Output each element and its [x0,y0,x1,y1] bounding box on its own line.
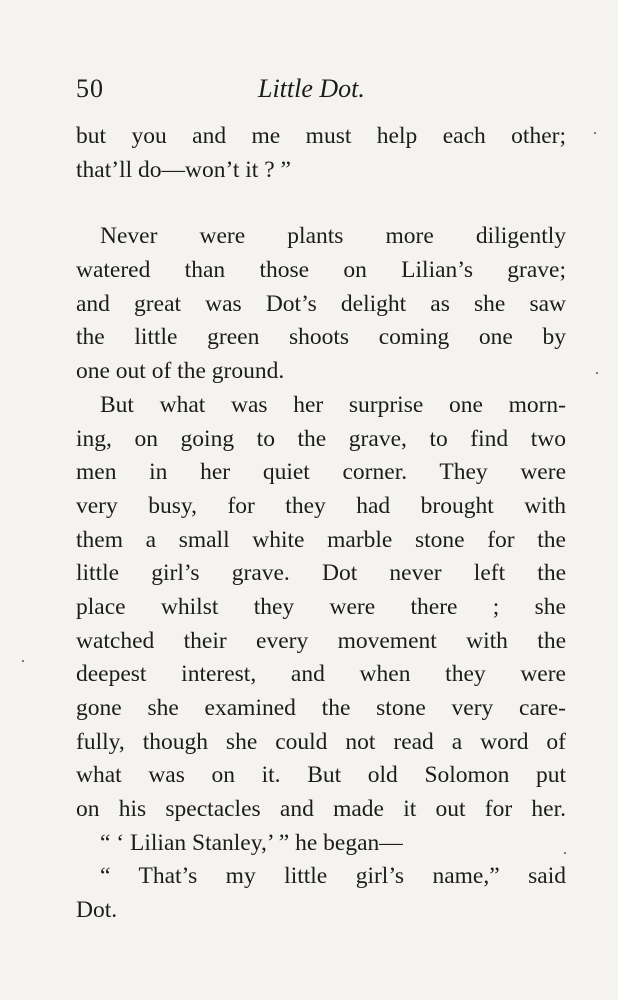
text-line: men in her quiet corner. They were [76,459,566,486]
text-line: deepest interest, and when they were [76,661,566,688]
body-text [76,120,566,928]
text-line: one out of the ground. [76,358,285,385]
paper-speck [22,660,24,662]
text-line: Dot. [76,897,118,924]
text-line: But what was her surprise one morn- [100,391,566,418]
paragraph [76,220,566,388]
text-line: “ That’s my little girl’s name,” said [100,863,566,890]
text-line: gone she examined the stone very care- [76,695,566,721]
paper-speck [564,852,566,854]
text-line: “ ‘ Lilian Stanley,’ ” he began— [100,829,403,856]
text-line: that’ll do—won’t it ? ” [76,156,291,183]
paragraph [76,120,566,187]
page-number: 50 [76,74,104,103]
page-header [76,74,566,110]
text-line: but you and me must help each other; [76,123,566,149]
text-line: watched their every movement with the [76,627,566,654]
paragraph [76,389,566,827]
text-line: them a small white marble stone for the [76,526,566,553]
paper-speck [594,132,596,134]
text-line: watered than those on Lilian’s grave; [76,257,566,284]
paragraph [76,860,566,927]
text-line: little girl’s grave. Dot never left the [76,560,566,587]
text-line: ing, on going to the grave, to find two [76,425,566,452]
paragraph-gap [76,187,566,220]
text-line: Never were plants more diligently [100,223,566,250]
text-line: place whilst they were there ; she [76,593,566,620]
text-line: and great was Dot’s delight as she saw [76,290,566,317]
text-line: on his spectacles and made it out for her. [76,796,566,823]
text-line: fully, though she could not read a word of [76,728,566,755]
paper-speck [596,372,598,374]
paragraph [76,827,566,861]
text-line: very busy, for they had brought with [76,492,566,519]
text-line: the little green shoots coming one by [76,324,566,351]
running-title: Little Dot. [258,74,365,103]
text-line: what was on it. But old Solomon put [76,762,566,789]
